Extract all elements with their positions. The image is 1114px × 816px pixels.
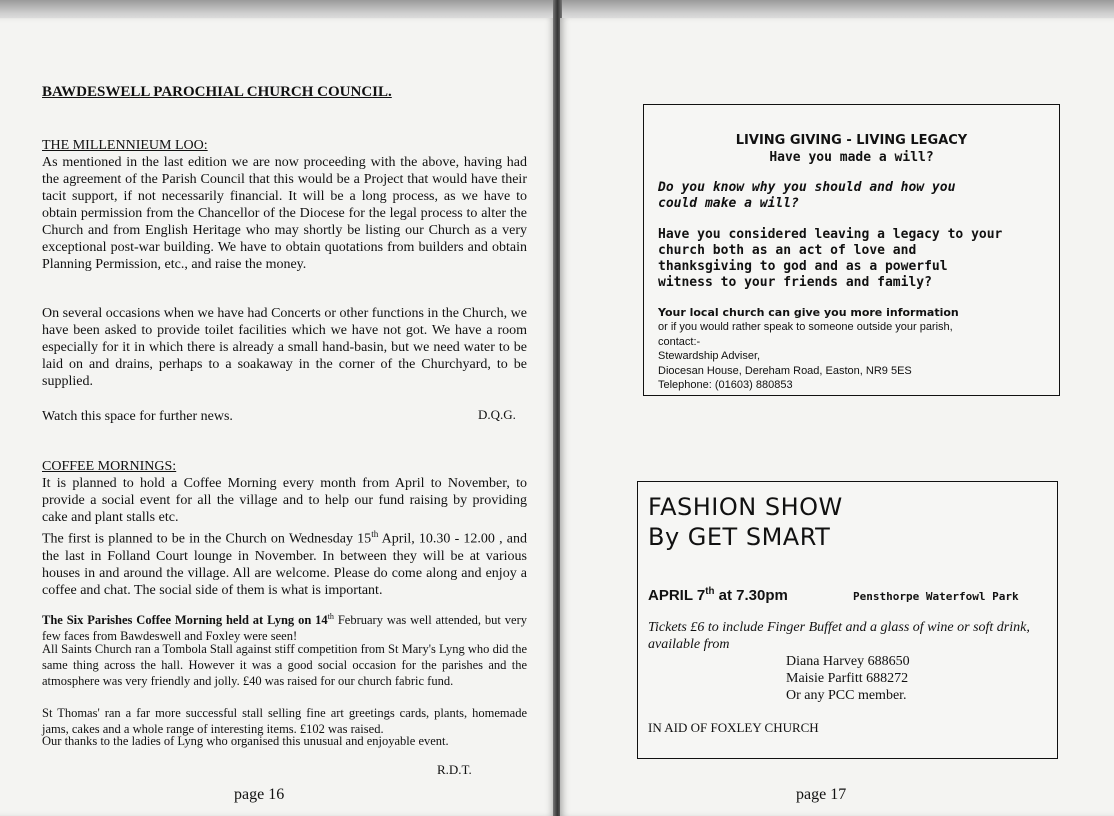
six-parishes-a: The Six Parishes Coffee Morning held at Lyng on 14 [42,613,328,628]
six-parishes-para [42,609,527,644]
legacy-info-line-3: Stewardship Adviser, [658,350,761,362]
all-saints-para: All Saints Church ran a Tombola Stall against stiff competition from St Mary's Lyng who did the same thing across the hall. However it was a good social occasion for the parishes and the atmosphere was very friendly and jolly. £40 was raised for our church fabric fund. [42,642,527,688]
fashion-date [648,586,788,604]
legacy-info-line-2: contact:- [658,335,701,348]
legacy-info-heading: Your local church can give you more information [658,306,959,319]
fashion-date-a: APRIL 7 [648,587,706,604]
six-parishes-b: February was well attended, but very few faces from Bawdeswell and Foxley were seen! [42,613,527,644]
coffee-para-2-b: April, 10.30 - 12.00 , and the last in Folland Court lounge in November. In between they will be at various houses in and around the village. All are welcome. Please do come along and enjoy a coffee and chat. The social side of them is what is important. [42,531,527,598]
coffee-para-2 [42,526,527,599]
legacy-box [643,104,1060,396]
right-page [560,18,1114,816]
legacy-paragraph: Have you considered leaving a legacy to your church both as an act of love and thanksgiving to god and as a powerful witness to your friends and family? [658,227,1003,290]
legacy-info-line-4: Diocesan House, Dereham Road, Easton, NR9 5ES [658,364,912,377]
coffee-heading: COFFEE MORNINGS: [42,459,177,474]
millennium-para-1: As mentioned in the last edition we are now proceeding with the above, having had the agreement of the Parish Council that this would be a Project that would have their tacit support, if not necessarily financial. It will be a long process, as we have to obtain permission from the Chancellor of the Diocese for the legal process to alter the Church and from English Heritage who may shortly be listing our Church as a very exceptional post-war building. We have to obtain quotations from builders and obtain Planning Permission, etc., and raise the money. [42,155,527,272]
six-parishes-sup: th [327,612,334,621]
fashion-contact-1: Diana Harvey 688650 [786,654,910,669]
page-number-left: page 16 [234,786,285,803]
legacy-title: LIVING GIVING - LIVING LEGACY [735,133,968,148]
millennium-para-2: On several occasions when we have had Concerts or other functions in the Church, we have been asked to provide toilet facilities which we have not got. We have a room especially for it in which there is already a small hand-basin, but we need water to be laid on and drains, perhaps to a soakaway in the corner of the Churchyard, to be supplied. [42,306,527,389]
fashion-aid: IN AID OF FOXLEY CHURCH [648,720,819,735]
millennium-watch: Watch this space for further news. [42,409,233,424]
fashion-title-2: By GET SMART [648,523,831,551]
legacy-info-line-1: or if you would rather speak to someone outside your parish, [658,321,953,333]
thanks-para: Our thanks to the ladies of Lyng who organised this unusual and enjoyable event. [42,734,449,748]
coffee-para-2-a: The first is planned to be in the Church on Wednesday 15 [42,531,372,547]
millennium-signature: D.Q.G. [478,407,516,422]
legacy-info-line-5: Telephone: (01603) 880853 [658,379,793,391]
coffee-para-2-sup: th [371,529,379,539]
page-number-right: page 17 [796,786,847,803]
left-page [0,18,555,816]
fashion-venue: Pensthorpe Waterfowl Park [853,590,1019,603]
millennium-heading: THE MILLENNIEUM LOO: [42,138,208,153]
fashion-title-1: FASHION SHOW [648,493,843,521]
council-title: BAWDESWELL PAROCHIAL CHURCH COUNCIL. [42,84,392,100]
legacy-question: Do you know why you should and how you could make a will? [658,180,956,211]
st-thomas-para: St Thomas' ran a far more successful stall selling fine art greetings cards, plants, homemade jams, cakes and a whole range of interesting items. £102 was raised. [42,706,527,736]
legacy-subtitle: Have you made a will? [769,150,934,165]
fashion-contact-2: Maisie Parfitt 688272 [786,671,909,686]
fashion-date-b: at 7.30pm [714,587,788,604]
fashion-contact-3: Or any PCC member. [786,688,907,703]
fashion-box [637,481,1058,759]
legacy-info [658,320,1048,393]
coffee-signature: R.D.T. [437,762,472,777]
fashion-date-sup: th [705,586,715,597]
coffee-para-1: It is planned to hold a Coffee Morning every month from April to November, to provide a social event for all the village and to help our fund raising by providing cake and plant stalls etc. [42,476,527,525]
fashion-tickets: Tickets £6 to include Finger Buffet and a glass of wine or soft drink, available from [648,620,1030,652]
